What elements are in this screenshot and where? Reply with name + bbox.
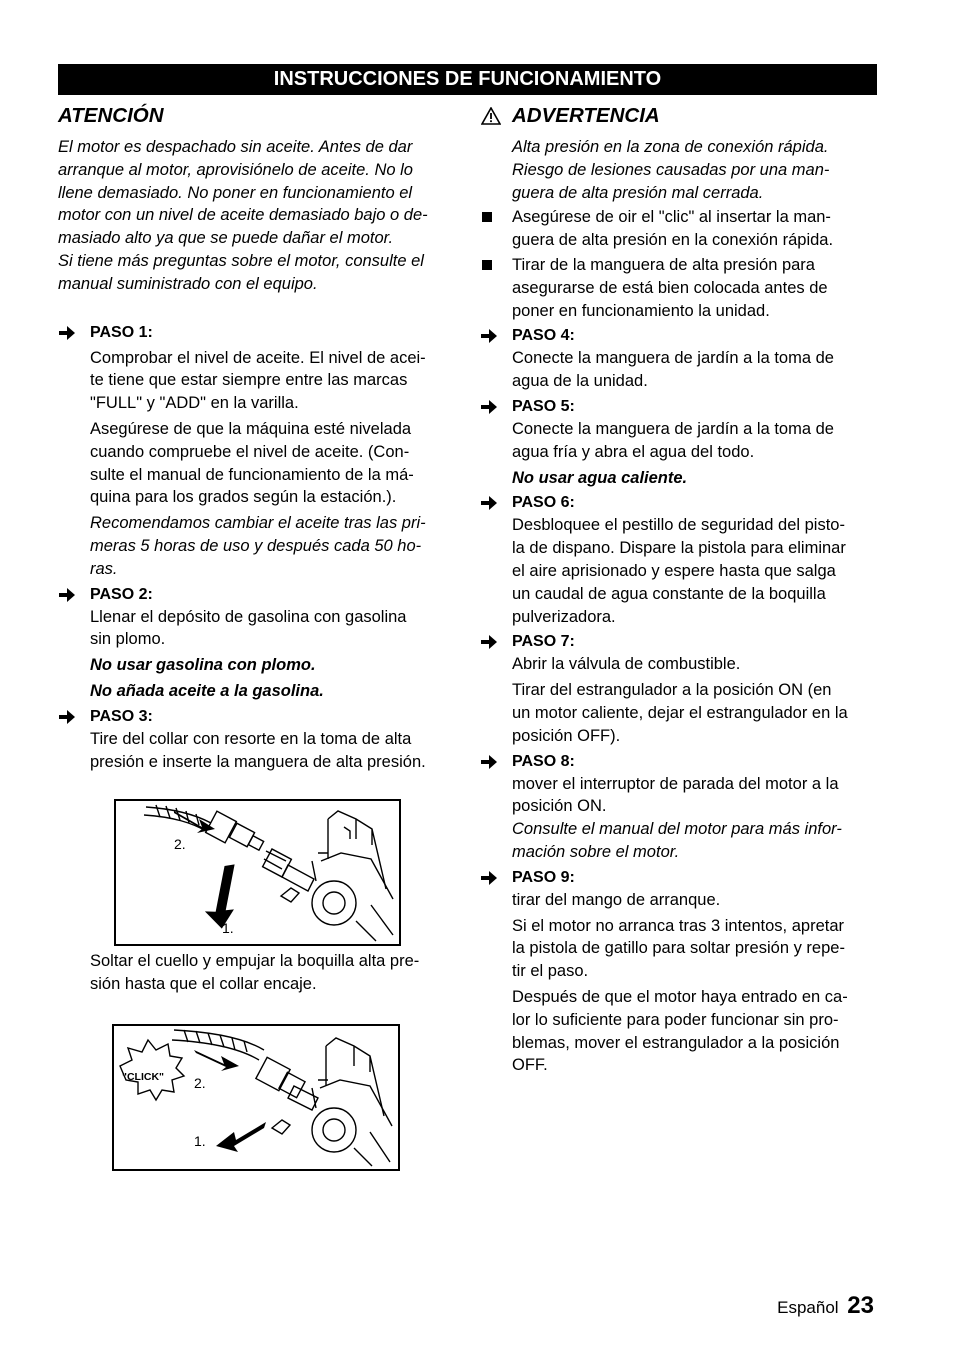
step-5-heading: [480, 396, 880, 418]
text-line: masiado alto ya que se puede dañar el motor.: [58, 229, 394, 248]
warning-triangle-icon: [481, 107, 501, 125]
text-line: guera de alta presión en la conexión rápida.: [512, 231, 834, 250]
text-line: Tire del collar con resorte en la toma de alta: [90, 729, 412, 748]
step-9-text-2: [512, 915, 880, 983]
step-7-text-1: [512, 653, 880, 676]
text-line: Consulte el manual del motor para más infor-: [512, 820, 842, 839]
right-column: [480, 104, 880, 1077]
arrow-right-icon: [59, 710, 75, 724]
text-line: la de dispano. Dispare la pistola para eliminar: [512, 539, 846, 558]
left-column: [58, 104, 458, 773]
step-label: PASO 8:: [512, 752, 575, 770]
step-9-heading: [480, 867, 880, 889]
quick-connect-figure-2: [112, 1024, 400, 1171]
text-line: sión hasta que el collar encaje.: [90, 974, 317, 993]
step-4-heading: [480, 325, 880, 347]
text-line: Tirar del estrangulador a la posición ON (en: [512, 681, 832, 700]
arrow-right-icon: [59, 588, 75, 602]
step-6-heading: [480, 492, 880, 514]
text-line: llene demasiado. No poner en funcionamiento el: [58, 183, 413, 202]
step-3-heading: [58, 706, 458, 728]
text-line: el aire aprisionado y espere hasta que salga: [512, 561, 836, 580]
step-2-heading: [58, 584, 458, 606]
step-3-text: [90, 728, 458, 774]
text-line: meras 5 horas de uso y después cada 50 ho-: [90, 536, 422, 555]
text-line: quina para los grados según la estación.).: [90, 488, 397, 507]
step-4-text: [512, 347, 880, 393]
step-2-note-2: No añada aceite a la gasolina.: [90, 681, 324, 700]
text-line: "FULL" y "ADD" en la varilla.: [90, 394, 299, 413]
text-line: mación sobre el motor.: [512, 842, 680, 861]
page-number: 23: [847, 1292, 874, 1319]
step-9-text-1: [512, 889, 880, 912]
bullet-item: [480, 254, 880, 322]
text-line: manual suministrado con el equipo.: [58, 274, 318, 293]
square-bullet-icon: [482, 260, 492, 270]
figure-label-2: 2.: [194, 1075, 206, 1091]
text-line: Llenar el depósito de gasolina con gasolina: [90, 607, 407, 626]
step-8-heading: [480, 751, 880, 773]
text-line: sulte el manual de funcionamiento de la má-: [90, 465, 414, 484]
step-label: PASO 6:: [512, 494, 575, 512]
step-8-text-2: [512, 818, 880, 864]
text-line: lor lo suficiente para poder funcionar sin pro-: [512, 1010, 839, 1029]
figure-label-1: 1.: [222, 920, 234, 936]
arrow-right-icon: [481, 871, 497, 885]
step-5-note: No usar agua caliente.: [512, 468, 688, 487]
step-1-text-1: [90, 347, 458, 415]
step-label: PASO 3:: [90, 707, 153, 725]
text-line: Tirar de la manguera de alta presión para: [512, 255, 815, 274]
text-line: tirar del mango de arranque.: [512, 890, 721, 909]
text-line: Recomendamos cambiar el aceite tras las pri-: [90, 514, 426, 533]
text-line: Alta presión en la zona de conexión rápida.: [512, 138, 829, 156]
arrow-right-icon: [481, 496, 497, 510]
figure-label-1: 1.: [194, 1133, 206, 1149]
step-1-text-3: [90, 512, 458, 580]
arrow-right-icon: [59, 326, 75, 340]
text-line: un motor caliente, dejar el estrangulador en la: [512, 703, 848, 722]
text-line: Comprobar el nivel de aceite. El nivel de acei-: [90, 348, 426, 367]
text-line: te tiene que estar siempre entre las marcas: [90, 371, 408, 390]
text-line: OFF.: [512, 1056, 548, 1075]
text-line: El motor es despachado sin aceite. Antes de dar: [58, 138, 413, 156]
quick-connect-illustration: [116, 801, 399, 944]
page-footer: [777, 1292, 874, 1320]
text-line: cuando compruebe el nivel de aceite. (Con-: [90, 442, 410, 461]
square-bullet-icon: [482, 212, 492, 222]
arrow-right-icon: [481, 755, 497, 769]
text-line: Conecte la manguera de jardín a la toma de: [512, 419, 834, 438]
text-line: Después de que el motor haya entrado en ca-: [512, 987, 848, 1006]
step-label: PASO 5:: [512, 397, 575, 415]
text-line: arranque al motor, aprovisiónelo de aceite. No lo: [58, 160, 413, 179]
text-line: Asegúrese de oir el "clic" al insertar la man-: [512, 208, 831, 227]
warning-title: ADVERTENCIA: [512, 104, 660, 127]
click-label: "CLICK": [122, 1071, 165, 1083]
text-line: guera de alta presión mal cerrada.: [512, 183, 764, 202]
step-9-text-3: [512, 986, 880, 1077]
step-8-text-1: [512, 773, 880, 819]
text-line: la pistola de gatillo para soltar presión y repe-: [512, 939, 845, 958]
text-line: tir el paso.: [512, 962, 589, 981]
text-line: Abrir la válvula de combustible.: [512, 655, 741, 674]
text-line: Asegúrese de que la máquina esté nivelada: [90, 419, 412, 438]
figure-label-2: 2.: [174, 836, 186, 852]
footer-language: Español: [777, 1298, 839, 1317]
text-line: ras.: [90, 559, 118, 578]
text-line: motor con un nivel de aceite demasiado bajo o de-: [58, 206, 428, 225]
text-line: blemas, mover el estrangulador a la posición: [512, 1033, 840, 1052]
text-line: Si tiene más preguntas sobre el motor, consulte el: [58, 251, 424, 270]
text-line: presión e inserte la manguera de alta presión.: [90, 752, 426, 771]
step-label: PASO 9:: [512, 868, 575, 886]
step-7-text-2: [512, 679, 880, 747]
text-line: sin plomo.: [90, 630, 166, 649]
step-7-heading: [480, 631, 880, 653]
step-5-text: [512, 418, 880, 464]
text-line: asegurarse de está bien colocada antes de: [512, 278, 828, 297]
text-line: agua de la unidad.: [512, 372, 648, 391]
attention-text: [58, 136, 458, 296]
step-label: PASO 1:: [90, 323, 153, 341]
quick-connect-illustration: [114, 1026, 398, 1169]
step-1-heading: [58, 322, 458, 344]
section-header: [58, 64, 877, 95]
text-line: agua fría y abra el agua del todo.: [512, 442, 755, 461]
quick-connect-figure-1: [114, 799, 401, 946]
bullet-item: [480, 206, 880, 252]
text-line: Si el motor no arranca tras 3 intentos, apretar: [512, 916, 844, 935]
text-line: Desbloquee el pestillo de seguridad del pisto-: [512, 516, 845, 535]
step-2-note-1: No usar gasolina con plomo.: [90, 656, 316, 675]
figure-caption: [90, 950, 460, 996]
text-line: Riesgo de lesiones causadas por una man-: [512, 160, 830, 179]
section-header-title: INSTRUCCIONES DE FUNCIONAMIENTO: [273, 68, 662, 90]
warning-text: [512, 136, 880, 204]
text-line: pulverizadora.: [512, 607, 616, 626]
text-line: mover el interruptor de parada del motor a la: [512, 774, 839, 793]
attention-title: ATENCIÓN: [58, 104, 164, 127]
step-label: PASO 7:: [512, 633, 575, 651]
arrow-right-icon: [481, 635, 497, 649]
text-line: poner en funcionamiento la unidad.: [512, 301, 770, 320]
step-1-text-2: [90, 418, 458, 509]
warning-heading: [480, 104, 880, 128]
arrow-right-icon: [481, 400, 497, 414]
arrow-right-icon: [481, 329, 497, 343]
text-line: un caudal de agua constante de la boquilla: [512, 584, 826, 603]
step-6-text: [512, 514, 880, 628]
step-2-text: [90, 606, 458, 652]
text-line: posición OFF).: [512, 726, 621, 745]
text-line: posición ON.: [512, 797, 607, 816]
step-label: PASO 2:: [90, 585, 153, 603]
text-line: Soltar el cuello y empujar la boquilla alta pre-: [90, 952, 420, 970]
step-label: PASO 4:: [512, 327, 575, 345]
text-line: Conecte la manguera de jardín a la toma de: [512, 349, 834, 368]
